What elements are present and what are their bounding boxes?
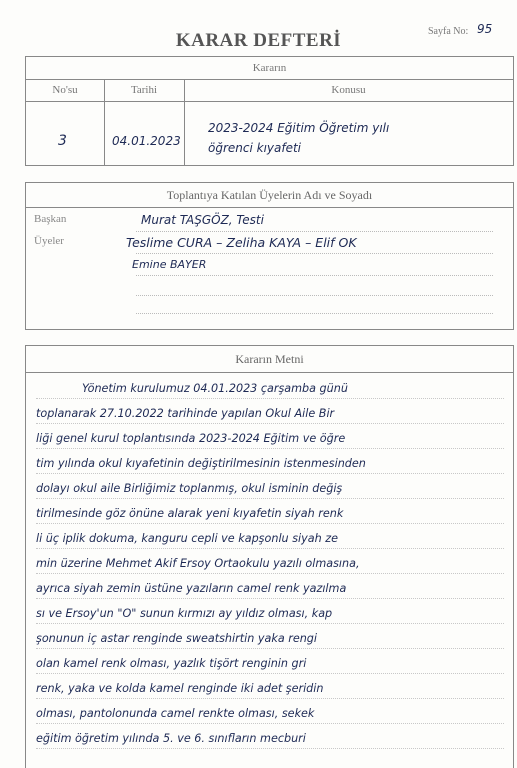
text-line: ayrıca siyah zemin üstüne yazıların camel renk yazılma (36, 582, 504, 599)
decision-text-heading: Kararın Metni (26, 346, 513, 373)
text-line: eğitim öğretim yılında 5. ve 6. sınıfların mecburi (36, 732, 504, 749)
column-divider (104, 79, 105, 165)
members-label: Üyeler (34, 235, 64, 247)
dotted-line (136, 231, 493, 232)
president-label: Başkan (34, 213, 67, 225)
text-line: olan kamel renk olması, yazlık tişört renginin gri (36, 657, 504, 674)
members-heading: Toplantıya Katılan Üyelerin Adı ve Soyadı (26, 183, 513, 208)
decision-text-box (25, 345, 514, 768)
text-line: olması, pantolonunda camel renkte olması, sekek (36, 707, 504, 724)
dotted-line (136, 313, 493, 314)
decision-number: 3 (58, 133, 67, 149)
dotted-line (136, 275, 493, 276)
text-line: li üç iplik dokuma, kanguru cepli ve kapşonlu siyah ze (36, 532, 504, 549)
text-line: liği genel kurul toplantısında 2023-2024 Eğitim ve öğre (36, 432, 504, 449)
text-line: şonunun iç astar renginde sweatshirtin yaka rengi (36, 632, 504, 649)
members-table (25, 182, 514, 330)
member-names-line: Emine BAYER (132, 258, 207, 271)
decision-date: 04.01.2023 (112, 134, 181, 148)
decision-info-table (25, 56, 514, 166)
text-line: tim yılında okul kıyafetinin değiştirilmesinin istenmesinden (36, 457, 504, 474)
text-line: Yönetim kurulumuz 04.01.2023 çarşamba günü (36, 382, 504, 399)
text-line: min üzerine Mehmet Akif Ersoy Ortaokulu yazılı olmasına, (36, 557, 504, 574)
column-divider (184, 79, 185, 165)
president-name: Murat TAŞGÖZ, Testi (141, 213, 264, 227)
member-names-line: Teslime CURA – Zeliha KAYA – Elif OK (126, 235, 357, 250)
page-number: 95 (477, 22, 493, 36)
column-no: No'su (52, 84, 78, 96)
column-subject: Konusu (331, 84, 366, 96)
text-line: sı ve Ersoy'un "O" sunun kırmızı ay yıldız olması, kap (36, 607, 504, 624)
decision-subject-line: öğrenci kıyafeti (208, 141, 302, 155)
text-line: renk, yaka ve kolda kamel renginde iki adet şeridin (36, 682, 504, 699)
decision-heading: Kararın (26, 57, 513, 80)
dotted-line (136, 295, 493, 296)
decision-column-headers (26, 79, 513, 102)
page-number-label: Sayfa No: (428, 26, 469, 37)
text-line: dolayı okul aile Birliğimiz toplanmış, okul isminin değiş (36, 482, 504, 499)
text-line: tirilmesinde göz önüne alarak yeni kıyafetin siyah renk (36, 507, 504, 524)
dotted-line (136, 253, 493, 254)
column-date: Tarihi (130, 84, 158, 96)
text-line: toplanarak 27.10.2022 tarihinde yapılan Okul Aile Bir (36, 407, 504, 424)
page-title: KARAR DEFTERİ (175, 30, 342, 51)
decision-subject-line: 2023-2024 Eğitim Öğretim yılı (208, 121, 390, 135)
